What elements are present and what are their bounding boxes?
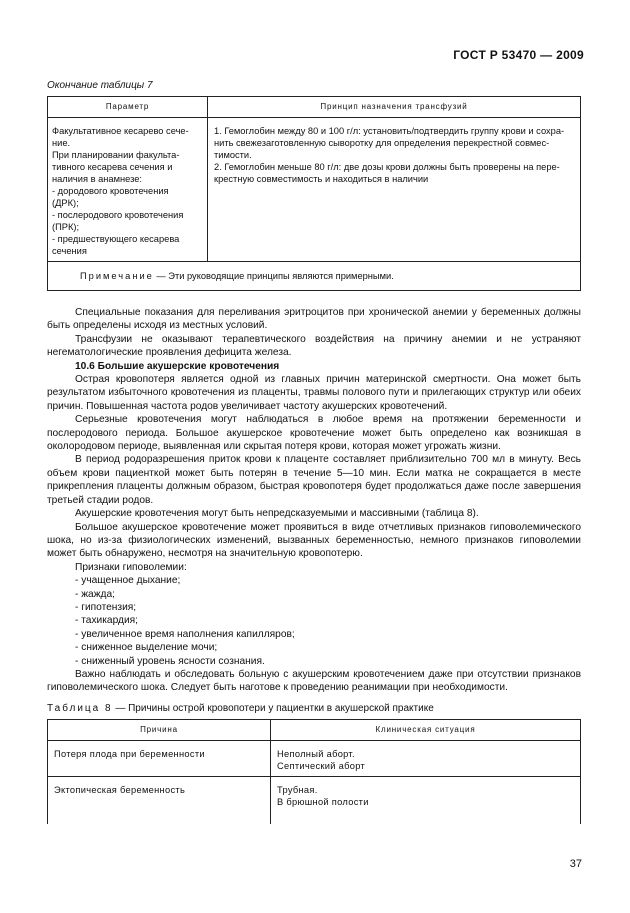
table7-note [48,262,581,291]
paragraph: Острая кровопотеря является одной из главных причин материнской смертности. Она может быть результатом избыточного кровотечения из плаценты, травмы полового пути и прилегающих структур или обеих причин. Повышенная частота родов увеличивает частоту акушерских кровотечений. [47,374,581,412]
table7-principle-cell [208,118,581,262]
section-heading: 10.6 Большие акушерские кровотечения [75,360,280,372]
table8-header-cause: Причина [48,720,271,741]
paragraph: Трансфузии не оказывают терапевтического воздействия на причину анемии и не устраняют негематологические проявления дефицита железа. [47,333,581,359]
table8-header-situation: Клиническая ситуация [271,720,581,741]
table7-caption: Окончание таблицы 7 [47,80,153,91]
text-line: тимости. [214,150,252,160]
text-line: - дородового кровотечения [52,186,169,196]
text-line: тивного кесарева сечения и [52,162,173,172]
paragraph: В период родоразрешения приток крови к плаценте составляет приблизительно 700 мл в минуту. Весь объем крови пациенткой может быть потерян в течение 5—10 мин. Если матка не сокращается в месте прикрепления плаценты должным образом, быстрая кровопотеря будет продолжаться даже после завершения третьей стадии родов. [47,454,581,506]
table7-header-parameter: Параметр [48,97,208,118]
text-line: - послеродового кровотечения [52,210,184,220]
text-line: ние. [52,138,71,148]
note-text: — Эти руководящие принципы являются примерными. [153,271,394,281]
text-line: 2. Гемоглобин меньше 80 г/л: две дозы крови должны быть проверены на пере- [214,162,560,172]
paragraph: Акушерские кровотечения могут быть непредсказуемыми и массивными (таблица 8). [75,508,479,520]
table8-situation-cell [271,777,581,824]
standard-header: ГОСТ Р 53470 — 2009 [453,48,584,62]
list-item: - гипотензия; [75,601,137,613]
text-line: Септический аборт [277,761,366,771]
table8-caption-text: — Причины острой кровопотери у пациентки в акушерской практике [112,703,434,714]
list-item: - сниженный уровень ясности сознания. [75,655,265,667]
text-line: сечения [52,246,87,256]
table8-caption [47,703,434,714]
text-line: нить свежезаготовленную сыворотку для определения перекрестной совмес- [214,138,550,148]
text-line: Факультативное кесарево сече- [52,126,189,136]
table8-caption-label: Таблица 8 [47,703,113,714]
list-item: - тахикардия; [75,615,138,627]
paragraph: Большое акушерское кровотечение может проявиться в виде отчетливых признаков гиповолемического шока, но из-за физиологических изменений, вызванных беременностью, немного признаков гиповолемии может быть обнаружено, несмотря на значительную кровопотерю. [47,521,581,560]
body-text [47,306,581,695]
table-8 [47,719,581,824]
text-line: Неполный аборт. [277,749,355,759]
paragraph: Серьезные кровотечения могут наблюдаться в любое время на протяжении беременности и послеродового периода. Большое акушерское кровотечение может быть определено как возникшая в околородовом периоде, выявленная или скрытая потеря крови, которая может угрожать жизни. [47,414,581,453]
page-number: 37 [569,858,582,870]
text-line: - предшествующего кесарева [52,234,180,244]
text-line: (ДРК); [52,198,79,208]
list-item: - учащенное дыхание; [75,575,181,587]
text-line: (ПРК); [52,222,80,232]
paragraph: Признаки гиповолемии: [75,561,187,573]
note-label: Примечание [80,271,154,281]
text-line: крестную совместимость и находиться в наличии [214,174,429,184]
table8-cause-cell: Потеря плода при беременности [48,741,271,777]
paragraph: Специальные показания для переливания эритроцитов при хронической анемии у беременных должны быть определены исходя из местных условий. [47,307,581,332]
table8-situation-cell [271,741,581,777]
table7-parameter-cell [48,118,208,262]
table-7 [47,96,581,291]
text-line: В брюшной полости [277,797,369,807]
list-item: - увеличенное время наполнения капилляров; [75,628,295,640]
paragraph: Важно наблюдать и обследовать больную с акушерским кровотечением даже при отсутствии признаков гиповолемического шока. Следует быть наготове к проведению реанимации при необходимости. [47,668,581,694]
text-line: Трубная. [277,785,318,795]
text-line: При планировании факульта- [52,150,180,160]
list-item: - жажда; [75,588,115,600]
text-line: 1. Гемоглобин между 80 и 100 г/л: установить/подтвердить группу крови и сохра- [214,126,565,136]
text-line: наличия в анамнезе: [52,174,142,184]
table8-cause-cell: Эктопическая беременность [48,777,271,824]
list-item: - сниженное выделение мочи; [75,642,218,654]
table7-header-principle: Принцип назначения трансфузий [208,97,581,118]
